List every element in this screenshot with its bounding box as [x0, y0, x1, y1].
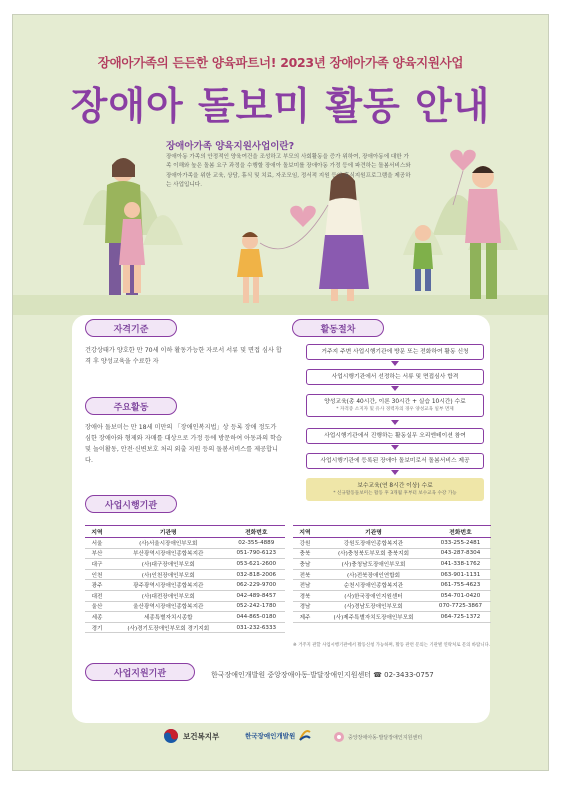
phone-cell: 041-338-1762 [430, 559, 491, 570]
procedure-step: 사업시행기관에서 진행하는 활동실무 오리엔테이션 참여 [306, 428, 484, 444]
intro-question: 장애아가족 양육지원사업이란? [166, 141, 295, 152]
agency-cell: (사)서울시장애인부모회 [109, 538, 228, 549]
phone-cell: 033-255-2481 [430, 538, 491, 549]
col-header: 지역 [293, 526, 317, 538]
phone-cell: 053-621-2600 [228, 559, 285, 570]
kodde-mark-icon [298, 728, 312, 742]
table-row [85, 622, 285, 633]
agency-cell: (사)충청북도부모회 충북지회 [317, 548, 430, 559]
procedure-label: 활동절차 [292, 319, 384, 337]
phone-cell: 043-287-8304 [430, 548, 491, 559]
table-row [293, 612, 491, 623]
agency-cell: 부산광역시장애인종합복지관 [109, 548, 228, 559]
table-row [293, 580, 491, 591]
qualification-label: 자격기준 [85, 319, 177, 337]
agency-cell: 울산광역시장애인종합복지관 [109, 601, 228, 612]
procedure-step: 사업시행기관에 등록된 장애아 돌보미로서 돌봄서비스 제공 [306, 453, 484, 469]
table-row [85, 612, 285, 623]
activities-text: 장애아 돌보미는 만 18세 미만의 「장애인복지법」상 등록 장애 정도가 심한 장애아와 형제와 자매를 대상으로 가정 등에 방문하여 아동과의 학습 및 놀이활동, 안전·신변보호 처리 외출 지원 등의 돌봄서비스를 제공합니다. [85, 424, 283, 464]
region-cell: 세종 [85, 612, 109, 623]
agency-cell: (사)제주특별자치도장애인부모회 [317, 612, 430, 623]
activities-label: 주요활동 [85, 397, 177, 415]
qualification-text: 건강상태가 양호한 만 70세 이하 활동가능한 자로서 서류 및 면접 심사 합격 후 양성교육을 수료한 자 [85, 347, 282, 365]
agency-cell: (사)경기도장애인부모회 경기지회 [109, 622, 228, 633]
region-cell: 부산 [85, 548, 109, 559]
table-row [85, 569, 285, 580]
phone-cell: 051-790-6123 [228, 548, 285, 559]
region-cell: 경북 [293, 590, 317, 601]
col-header: 기관명 [109, 526, 228, 538]
region-cell: 서울 [85, 538, 109, 549]
table-row [293, 569, 491, 580]
support-text: 한국장애인개발원 중앙장애아동·발달장애인지원센터 ☎ 02-3433-0757 [211, 671, 434, 679]
table-row [85, 590, 285, 601]
region-cell: 경남 [293, 601, 317, 612]
phone-cell: 054-701-0420 [430, 590, 491, 601]
region-cell: 강원 [293, 538, 317, 549]
support-label: 사업지원기관 [85, 663, 195, 681]
phone-cell: 070-7725-3867 [430, 601, 491, 612]
arrow-icon [391, 470, 399, 475]
ministry-logo: 보건복지부 [163, 728, 219, 744]
arrow-icon [391, 420, 399, 425]
agency-cell: (사)대전장애인부모회 [109, 590, 228, 601]
table-row [293, 548, 491, 559]
phone-cell: 052-242-1780 [228, 601, 285, 612]
agency-cell: 강원도장애인종합복지관 [317, 538, 430, 549]
procedure-step: 사업시행기관에서 선정하는 서류 및 면접심사 합격 [306, 369, 484, 385]
region-cell: 울산 [85, 601, 109, 612]
intro-text: 장애아동 가족의 안정적인 양육여건을 조성하고 부모의 사회활동을 증가 위하여, 장애아동에 대한 가족 이해와 높은 돌봄 요구 과정을 수행할 장애아 돌보미를 장애아동 가정 등에 파견하는 돌봄서비스와 장애아가족을 위한 교육, 상담, 휴식 및 치료, 자조모임, 정서적 지원 등의 휴식지원프로그램을 제공하는 사업입니다. [166, 154, 411, 189]
col-header: 전화번호 [228, 526, 285, 538]
region-cell: 충남 [293, 559, 317, 570]
agency-cell: (사)전북장애인연합회 [317, 569, 430, 580]
phone-cell: 062-229-9700 [228, 580, 285, 591]
phone-cell: 032-818-2006 [228, 569, 285, 580]
procedure-step: 양성교육(총 40시간, 이론 30시간 + 실습 10시간) 수료 * 자격증 소지자 및 유사 경력자의 경우 양성교육 일부 면제 [306, 394, 484, 417]
phone-cell: 044-865-0180 [228, 612, 285, 623]
col-header: 지역 [85, 526, 109, 538]
agency-cell: (사)충청남도장애인부모회 [317, 559, 430, 570]
region-cell: 경기 [85, 622, 109, 633]
arrow-icon [391, 386, 399, 391]
arrow-icon [391, 445, 399, 450]
region-cell: 대구 [85, 559, 109, 570]
kodde-logo: 한국장애인개발원 [245, 728, 312, 742]
center-logo: 중앙장애아동·발달장애인지원센터 [333, 731, 422, 743]
agency-cell: (사)한국장애인지원센터 [317, 590, 430, 601]
phone-cell: 02-355-4889 [228, 538, 285, 549]
agencies-table-right [293, 525, 491, 623]
center-mark-icon [333, 731, 345, 743]
agency-cell: 세종특별자치시종합 [109, 612, 228, 623]
phone-cell: 064-725-1372 [430, 612, 491, 623]
procedure-step: 거주지 주변 사업시행기관에 방문 또는 전화하여 활동 신청 [306, 344, 484, 360]
phone-cell: 042-489-8457 [228, 590, 285, 601]
agency-cell: 광주광역시장애인종합복지관 [109, 580, 228, 591]
table-row [293, 601, 491, 612]
agency-cell: (사)경남도장애인부모회 [317, 601, 430, 612]
agencies-table-left [85, 525, 285, 633]
table-row [85, 559, 285, 570]
arrow-icon [391, 361, 399, 366]
agencies-note: ※ 거주지 관할 사업시행기관에서 활동신청 가능하며, 활동 관련 문의는 기관별 연락처로 문의 바랍니다. [293, 643, 491, 648]
region-cell: 대전 [85, 590, 109, 601]
agency-cell: (사)인천장애인부모회 [109, 569, 228, 580]
table-row [293, 538, 491, 549]
table-row [85, 548, 285, 559]
table-row [85, 601, 285, 612]
taegeuk-icon [163, 728, 179, 744]
col-header: 기관명 [317, 526, 430, 538]
table-row [293, 590, 491, 601]
procedure-step-highlight: 보수교육(연 8시간 이상) 수료 * 신규활동돌보미는 활동 후 3개월 후부터 보수교육 수강 가능 [306, 478, 484, 501]
phone-cell: 061-755-4623 [430, 580, 491, 591]
region-cell: 광주 [85, 580, 109, 591]
table-row [293, 559, 491, 570]
agency-cell: 순천시장애인종합복지관 [317, 580, 430, 591]
region-cell: 전남 [293, 580, 317, 591]
table-row [85, 580, 285, 591]
region-cell: 제주 [293, 612, 317, 623]
region-cell: 인천 [85, 569, 109, 580]
table-row [85, 538, 285, 549]
page-title: 장애아 돌보미 활동 안내 [70, 84, 491, 128]
header-subtitle: 장애아가족의 든든한 양육파트너! 2023년 장애아가족 양육지원사업 [97, 55, 464, 70]
phone-cell: 063-901-1131 [430, 569, 491, 580]
region-cell: 충북 [293, 548, 317, 559]
poster [12, 14, 549, 771]
agency-cell: (사)대구장애인부모회 [109, 559, 228, 570]
region-cell: 전북 [293, 569, 317, 580]
col-header: 전화번호 [430, 526, 491, 538]
agencies-label: 사업시행기관 [85, 495, 177, 513]
phone-cell: 031-232-6333 [228, 622, 285, 633]
